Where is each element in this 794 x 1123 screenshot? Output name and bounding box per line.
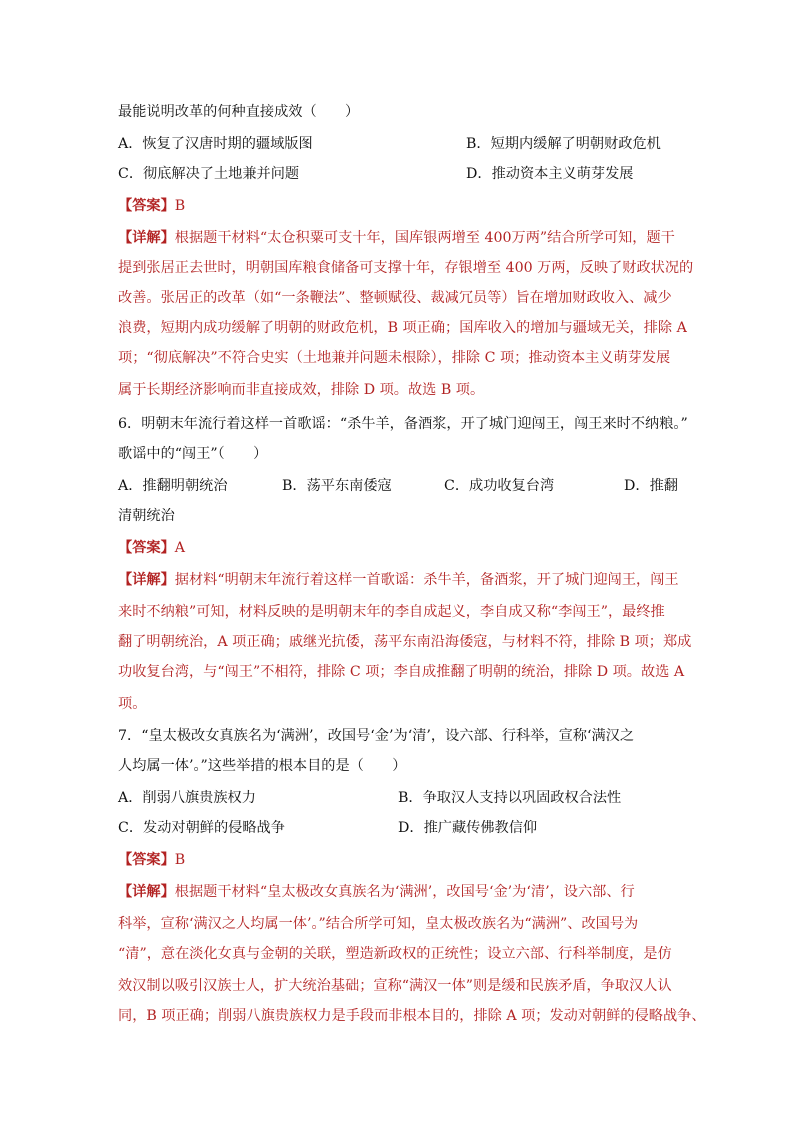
q6-option-a: A．推翻明朝统治	[118, 478, 228, 494]
q7-stem-line-2: 人均属一体’。”这些举措的根本目的是（ ）	[118, 758, 407, 774]
q6-option-b: B．荡平东南倭寇	[282, 478, 392, 494]
q7-option-c: C．发动对朝鲜的侵略战争	[118, 820, 285, 836]
answer-value: A	[174, 540, 186, 556]
q5-analysis-line-4: 浪费，短期内成功缓解了明朝的财政危机，B 项正确；国库收入的增加与疆域无关，排除 A	[118, 320, 687, 336]
answer-tag: 【答案】	[118, 540, 175, 556]
q6-option-d: D．推翻	[624, 478, 678, 494]
analysis-tag: 【详解】	[118, 230, 175, 246]
analysis-tag: 【详解】	[118, 572, 175, 588]
answer-tag: 【答案】	[118, 852, 175, 868]
answer-value: B	[174, 852, 186, 868]
q6-analysis-line-5: 项。	[118, 696, 147, 712]
q7-analysis-line-5: 同，B 项正确；削弱八旗贵族权力是手段而非根本目的，排除 A 项；发动对朝鲜的侵略战争、	[118, 1008, 706, 1024]
q6-analysis-line-4: 功收复台湾，与“闯王”不相符，排除 C 项；李自成推翻了明朝的统治，排除 D 项。故选 A	[118, 664, 685, 680]
q6-analysis-line-1: 【详解】据材料“明朝末年流行着这样一首歌谣：杀牛羊，备酒浆，开了城门迎闯王，闯王	[118, 572, 679, 588]
q5-stem: 最能说明改革的何种直接成效（ ）	[118, 104, 360, 120]
analysis-tag: 【详解】	[118, 884, 175, 900]
q7-option-b: B．争取汉人支持以巩固政权合法性	[398, 790, 622, 806]
q6-option-c: C．成功收复台湾	[444, 478, 555, 494]
q6-answer-line	[118, 538, 185, 558]
q5-analysis-line-5: 项；“彻底解决”不符合史实（土地兼并问题未根除），排除 C 项；推动资本主义萌芽发展	[118, 350, 671, 366]
q6-stem-line-1: 6．明朝末年流行着这样一首歌谣：“杀牛羊，备酒浆，开了城门迎闯王，闯王来时不纳粮。”	[118, 416, 688, 432]
q5-option-b: B．短期内缓解了明朝财政危机	[466, 136, 661, 152]
q7-option-a: A．削弱八旗贵族权力	[118, 790, 256, 806]
q7-analysis-line-4: 效汉制以吸引汉族士人，扩大统治基础；宣称“满汉一体”则是缓和民族矛盾，争取汉人认	[118, 978, 672, 994]
q7-option-d: D．推广藏传佛教信仰	[398, 820, 538, 836]
q5-analysis-line-3: 改善。张居正的改革（如“一条鞭法”、整顿赋役、裁减冗员等）旨在增加财政收入、减少	[118, 290, 672, 306]
q6-option-d-continued: 清朝统治	[118, 508, 175, 524]
q5-analysis-line-6: 属于长期经济影响而非直接成效，排除 D 项。故选 B 项。	[118, 382, 485, 398]
answer-value: B	[174, 198, 186, 214]
q5-option-c: C．彻底解决了土地兼并问题	[118, 166, 300, 182]
q5-analysis-line-1: 【详解】根据题干材料“太仓积粟可支十年，国库银两增至 400万两”结合所学可知，题干	[118, 230, 675, 246]
q7-analysis-line-3: “清”，意在淡化女真与金朝的关联，塑造新政权的正统性；设立六部、行科举制度，是仿	[118, 946, 672, 962]
answer-tag: 【答案】	[118, 198, 175, 214]
q7-answer-line	[118, 850, 185, 870]
q6-stem-line-2: 歌谣中的“闯王”（ ）	[118, 446, 268, 462]
q5-option-d: D．推动资本主义萌芽发展	[466, 166, 634, 182]
q7-analysis-line-2: 科举，宣称‘满汉之人均属一体’。”结合所学可知，皇太极改族名为“满洲”、改国号为	[118, 916, 639, 932]
q7-analysis-line-1: 【详解】根据题干材料“皇太极改女真族名为‘满洲’，改国号‘金’为‘清’，设六部、行	[118, 884, 635, 900]
q6-analysis-line-2: 来时不纳粮”可知，材料反映的是明朝末年的李自成起义，李自成又称“李闯王”，最终推	[118, 604, 665, 620]
q6-analysis-line-3: 翻了明朝统治，A 项正确；戚继光抗倭，荡平东南沿海倭寇，与材料不符，排除 B 项；郑成	[118, 634, 692, 650]
q5-option-a: A．恢复了汉唐时期的疆域版图	[118, 136, 313, 152]
q7-stem-line-1: 7．“皇太极改女真族名为‘满洲’，改国号‘金’为‘清’，设六部、行科举，宣称‘满汉之	[118, 728, 635, 744]
q5-answer-line	[118, 196, 185, 216]
q5-analysis-line-2: 提到张居正去世时，明朝国库粮食储备可支撑十年，存银增至 400 万两，反映了财政状况的	[118, 260, 694, 276]
